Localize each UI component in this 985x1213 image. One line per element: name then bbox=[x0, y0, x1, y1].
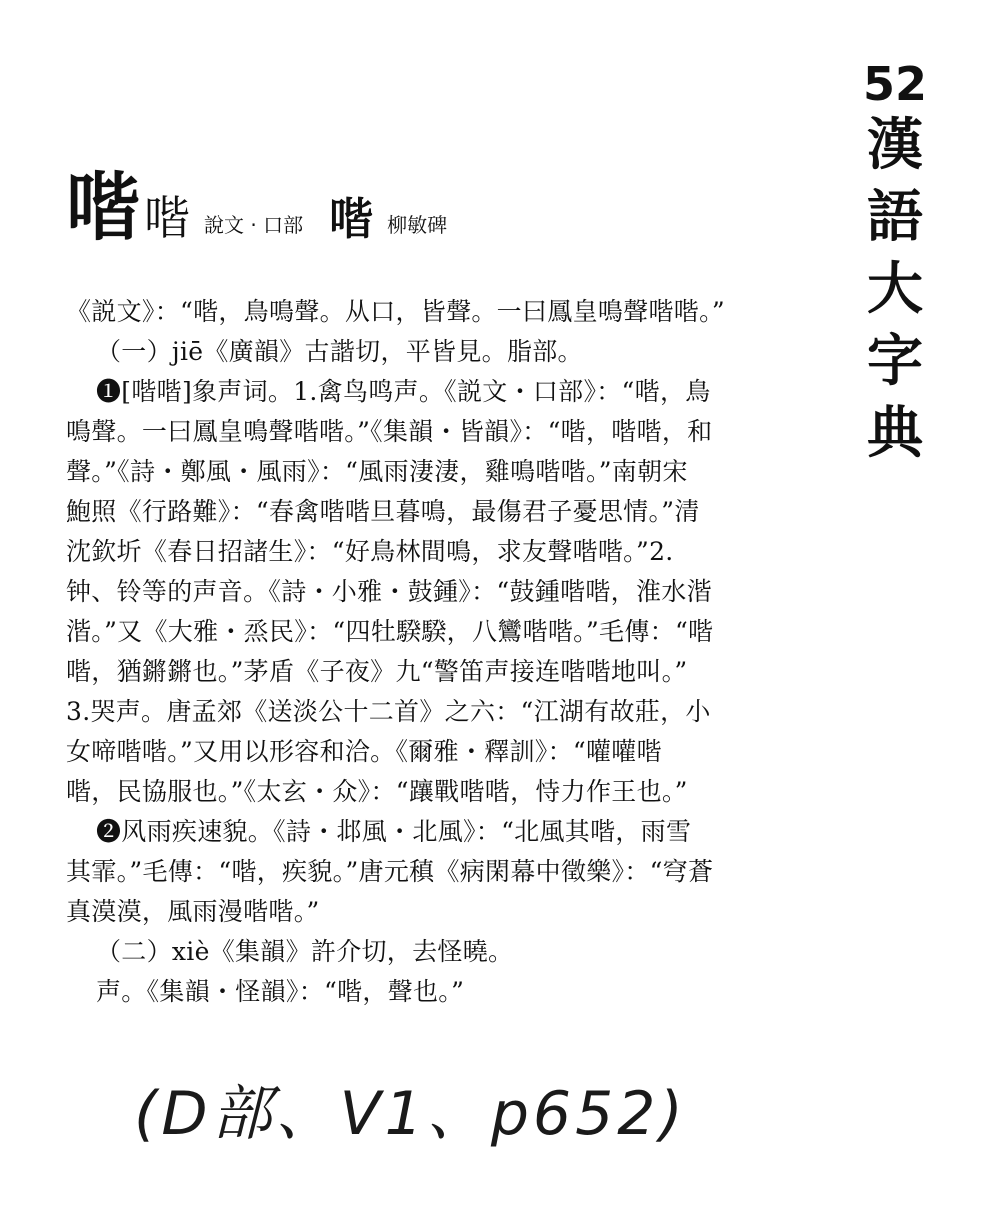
entry-line: 喈，猶鏘鏘也。”茅盾《子夜》九“警笛声接连喈喈地叫。” bbox=[66, 657, 688, 686]
entry-line: 喈，民協服也。”《太玄・众》：“躟戰喈喈，恃力作王也。” bbox=[66, 777, 688, 806]
entry-body bbox=[66, 292, 836, 1012]
entry-line: 鮑照《行路難》：“春禽喈喈旦暮鳴，最傷君子憂思情。”清 bbox=[66, 497, 700, 526]
entry-line: （二）xiè《集韻》許介切，去怪曉。 bbox=[96, 937, 514, 966]
headword: 喈 bbox=[66, 165, 140, 251]
entry-line: ❶[喈喈]象声词。1.禽鸟鸣声。《説文・口部》：“喈，鳥 bbox=[96, 377, 711, 406]
page-number: 52 bbox=[862, 57, 927, 111]
handwritten-reference: (D部、V1、p652) bbox=[134, 1079, 687, 1149]
entry-line: 聲。”《詩・鄭風・風雨》：“風雨淒淒，雞鳴喈喈。”南朝宋 bbox=[66, 457, 688, 486]
entry-line: 钟、铃等的声音。《詩・小雅・鼓鍾》：“鼓鍾喈喈，淮水湝 bbox=[66, 577, 712, 606]
clerical-script-source: 柳敏碑 bbox=[387, 213, 448, 237]
seal-script-glyph: 喈 bbox=[144, 191, 190, 245]
clerical-script-glyph: 喈 bbox=[329, 194, 374, 245]
dictionary-title-vertical bbox=[863, 58, 927, 470]
entry-line: 鳴聲。一曰鳳皇鳴聲喈喈。”《集韻・皆韻》：“喈，喈喈，和 bbox=[66, 417, 713, 446]
entry-line: 女啼喈喈。”又用以形容和洽。《爾雅・釋訓》：“嚾嚾喈 bbox=[66, 737, 662, 766]
headword-block bbox=[66, 165, 448, 251]
title-char: 典 bbox=[866, 401, 923, 466]
entry-line: 《説文》：“喈，鳥鳴聲。从口，皆聲。一曰鳳皇鳴聲喈喈。” bbox=[66, 297, 725, 326]
entry-line: 声。《集韻・怪韻》：“喈，聲也。” bbox=[96, 977, 465, 1006]
title-char: 語 bbox=[866, 185, 923, 250]
title-char: 大 bbox=[866, 257, 923, 322]
entry-line: 3.哭声。唐孟郊《送淡公十二首》之六：“江湖有故莊，小 bbox=[66, 697, 711, 726]
entry-line: 湝。”又《大雅・烝民》：“四牡騤騤，八鸞喈喈。”毛傳：“喈 bbox=[66, 617, 714, 646]
entry-line: （一）jiē《廣韻》古諧切，平皆見。脂部。 bbox=[96, 337, 583, 366]
entry-line: 其霏。”毛傳：“喈，疾貌。”唐元稹《病閑幕中徵樂》：“穹蒼 bbox=[66, 857, 714, 886]
entry-line: 沈欽圻《春日招諸生》：“好鳥林間鳴，求友聲喈喈。”2. bbox=[66, 537, 674, 566]
title-char: 漢 bbox=[866, 113, 923, 178]
title-char: 字 bbox=[866, 329, 923, 394]
entry-line: 真漠漠，風雨漫喈喈。” bbox=[66, 897, 320, 926]
seal-script-source: 說文 · 口部 bbox=[204, 213, 304, 237]
entry-line: ❷风雨疾速貌。《詩・邶風・北風》：“北風其喈，雨雪 bbox=[96, 817, 692, 846]
